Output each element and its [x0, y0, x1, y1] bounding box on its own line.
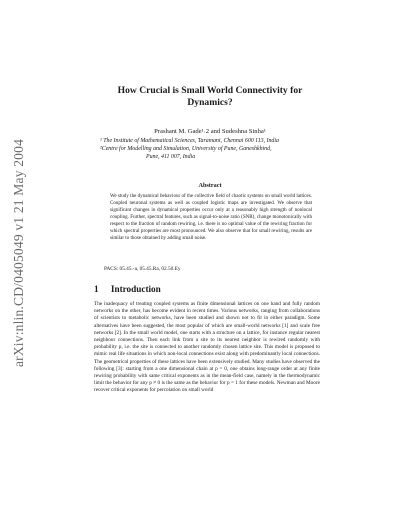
- pacs-codes: PACS: 05.45.-a, 05.45.Ra, 02.50.Ey: [104, 266, 181, 272]
- author-list: Prashant M. Gade¹˒2 and Sudeshna Sinha¹: [154, 128, 266, 135]
- section-title: Introduction: [110, 284, 161, 294]
- section-heading: [94, 284, 161, 294]
- paper-title-line: Dynamics?: [187, 97, 233, 108]
- affiliation-2: ²Centre for Modelling and Simulation, University of Pune, Ganeshkhind,: [100, 146, 272, 153]
- arxiv-identifier-stamp: [8, 118, 30, 388]
- introduction-text: The inadequacy of treating coupled systems as finite dimensional lattices on one hand and fully random networks on the other, has become evident in recent times. Various networks, ranging from collaborations of scientists to metabolic networks, have been studied and shown not to fit in either paradigm. Some alternatives have been suggested, the most popular of which are small-world networks [1] and scale free networks [2]. In the small world model, one starts with a structure on a lattice, for instance regular nearest neighbour connections. Then each link from a site to its nearest neighbor is rewired randomly with probability p, i.e. the site is connected to another randomly chosen lattice site. This model is proposed to mimic real life situations in which non-local connections exist along with predominantly local connections. The geometrical properties of these lattices have been extensively studied. Many studies have observed the following [3]: starting from a one dimensional chain at p = 0, one obtains long-range order at any finite rewiring probability with same critical exponents as in the mean-field case, namely in the thermodynamic limit the behavior for any p ≠ 0 is the same as the behavior for p = 1 for these models. Newman and Moore recover critical exponents for percolation on small world: [94, 301, 320, 394]
- affiliation-2-continued: Pune, 411 007, India: [146, 154, 196, 161]
- arxiv-identifier-text: arXiv:nlin.CD/0405049 v1 21 May 2004: [11, 138, 26, 368]
- abstract-text: We study the dynamical behaviour of the collective field of chaotic systems on small world lattices. Coupled neuronal systems as well as coupled logistic maps are investigated. We observe that significant changes in dynamical properties occur only at a reasonably high strength of nonlocal coupling. Further, spectral features, such as signal-to-noise ratio (SNR), change monotonically with respect to the fraction of random rewiring, i.e. there is no optimal value of the rewiring fraction for which spectral properties are most pronounced. We also observe that for small rewiring, results are similar to those obtained by adding small noise.: [110, 193, 312, 241]
- paper-title-line: How Crucial is Small World Connectivity for: [117, 85, 303, 96]
- affiliation-1: ¹ The Institute of Mathematical Sciences, Taramani, Chennai 600 113, India: [100, 138, 279, 144]
- affiliations: [100, 137, 330, 162]
- paper-title: [60, 85, 360, 109]
- abstract-heading: Abstract: [198, 182, 222, 189]
- section-number: 1: [94, 284, 99, 294]
